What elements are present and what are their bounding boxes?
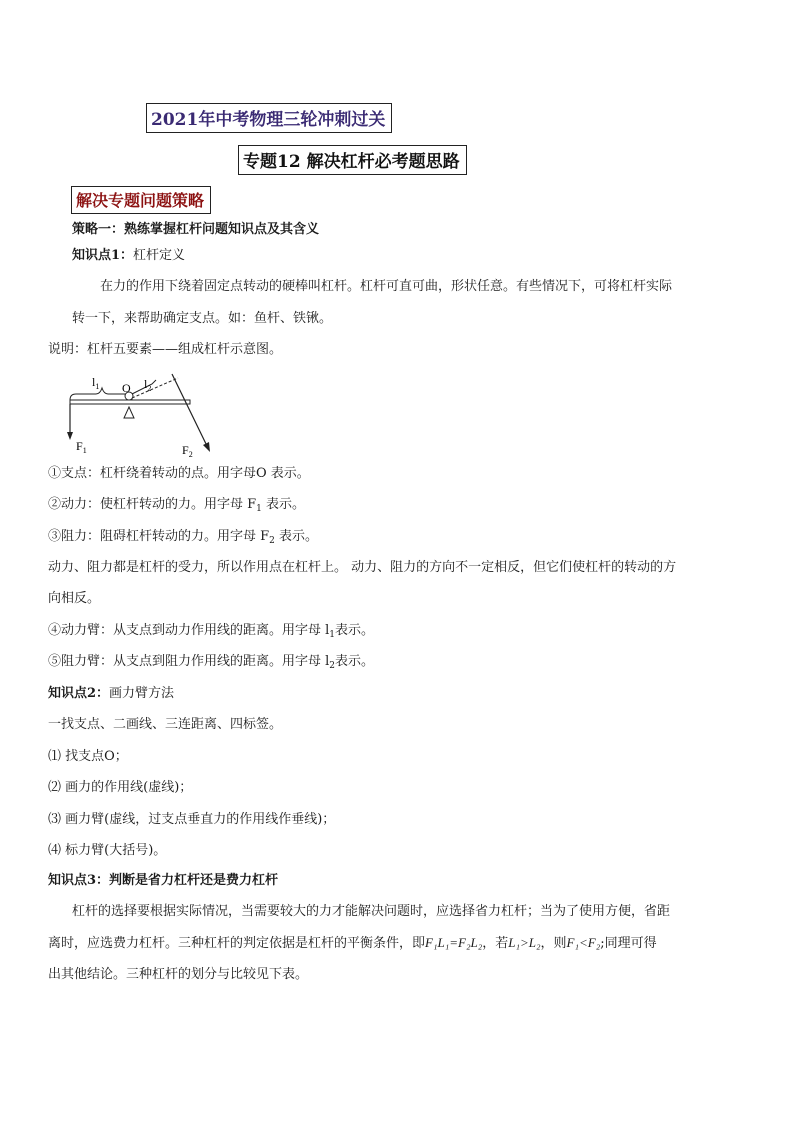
- element-resistance-arm: [48, 652, 374, 676]
- kp1-label: 知识点1：: [72, 248, 134, 263]
- effort-tail: 表示。: [261, 497, 306, 512]
- kp3-line-3: 出其他结论。三种杠杆的划分与比较见下表。: [48, 967, 309, 982]
- element-resistance: [48, 527, 318, 551]
- f1-arrowhead: [67, 432, 73, 440]
- knowledge-point-3: [48, 871, 278, 891]
- knowledge-point-2: [48, 684, 174, 704]
- force-result: F₁<F₂: [566, 935, 601, 950]
- element-fulcrum: ①支点：杠杆绕着转动的点。用字母O 表示。: [48, 466, 310, 481]
- kp3-l2-b: ，若: [482, 936, 509, 951]
- f2-arrow: [172, 374, 208, 448]
- kp2-label: 知识点2：: [48, 686, 110, 701]
- step-3: ⑶ 画力臂(虚线，过支点垂直力的作用线作垂线)；: [48, 812, 336, 827]
- lever-bar: [70, 400, 190, 404]
- element-effort: [48, 495, 305, 519]
- explain-line: 说明：杠杆五要素——组成杠杆示意图。: [48, 342, 283, 357]
- f1-label: $F_1$: [76, 439, 87, 455]
- lever-diagram: [60, 366, 230, 466]
- definition-line-2: 转一下，来帮助确定支点。如：鱼杆、铁锹。: [72, 311, 333, 326]
- definition-line-1: 在力的作用下绕着固定点转动的硬棒叫杠杆。杠杆可直可曲，形状任意。有些情况下，可将杠杆实际: [100, 279, 673, 294]
- kp3-label: 知识点3：: [48, 873, 110, 888]
- resistance-arm-text: ⑤阻力臂：从支点到阻力作用线的距离。用字母 l: [48, 654, 330, 669]
- effort-arm-text: ④动力臂：从支点到动力作用线的距离。用字母 l: [48, 623, 330, 638]
- effort-arm-tail: 表示。: [335, 623, 375, 638]
- f2-arrowhead: [203, 442, 210, 452]
- balance-equation: F₁L₁=F₂L₂: [425, 935, 483, 950]
- resistance-arm-tail: 表示。: [335, 654, 375, 669]
- l1-label: $l_1$: [92, 375, 100, 391]
- effort-arm-sub: 1: [329, 630, 336, 640]
- kp3-line-1: 杠杆的选择要根据实际情况，当需要较大的力才能解决问题时，应选择省力杠杆；当为了使用方便，省距: [72, 904, 671, 919]
- kp3-title: 判断是省力杠杆还是费力杠杆: [109, 873, 279, 888]
- resistance-text: ③阻力：阻碍杠杆转动的力。用字母 F: [48, 529, 270, 544]
- kp3-l2-a: 离时，应选费力杠杆。三种杠杆的判定依据是杠杆的平衡条件，即: [48, 936, 426, 951]
- step-4: ⑷ 标力臂(大括号)。: [48, 843, 167, 858]
- o-label: O: [122, 381, 131, 395]
- effort-text: ②动力：使杠杆转动的力。用字母 F: [48, 497, 257, 512]
- knowledge-point-1: [72, 246, 185, 266]
- steps-intro: 一找支点、二画线、三连距离、四标签。: [48, 717, 283, 732]
- topic-title: 专题12 解决杠杆必考题思路: [238, 145, 467, 175]
- force-note-1: 动力、阻力都是杠杆的受力，所以作用点在杠杆上。 动力、阻力的方向不一定相反，但它们使杠杆的转动的方: [48, 560, 677, 575]
- resistance-arm-sub: 2: [329, 661, 336, 671]
- f2-label: $F_2$: [182, 443, 193, 459]
- element-effort-arm: [48, 621, 374, 645]
- arm-condition: L₁>L₂: [508, 935, 541, 950]
- kp3-l2-d: ;同理可得: [600, 936, 657, 951]
- resistance-sub: 2: [269, 536, 275, 546]
- kp3-line-2: [48, 933, 657, 954]
- force-note-2: 向相反。: [48, 591, 101, 606]
- fulcrum-triangle: [124, 407, 134, 418]
- step-1: ⑴ 找支点O；: [48, 749, 128, 764]
- step-2: ⑵ 画力的作用线(虚线)；: [48, 780, 193, 795]
- effort-sub: 1: [256, 504, 262, 514]
- kp3-l2-c: ，则: [540, 936, 567, 951]
- document-title: 2021年中考物理三轮冲刺过关: [146, 103, 392, 133]
- resistance-tail: 表示。: [274, 529, 319, 544]
- kp2-title: 画力臂方法: [109, 686, 175, 701]
- strategy-heading: 解决专题问题策略: [71, 186, 211, 214]
- strategy-one: 策略一：熟练掌握杠杆问题知识点及其含义: [72, 222, 320, 237]
- kp1-title: 杠杆定义: [133, 248, 186, 263]
- l2-label: $l_2$: [144, 377, 152, 393]
